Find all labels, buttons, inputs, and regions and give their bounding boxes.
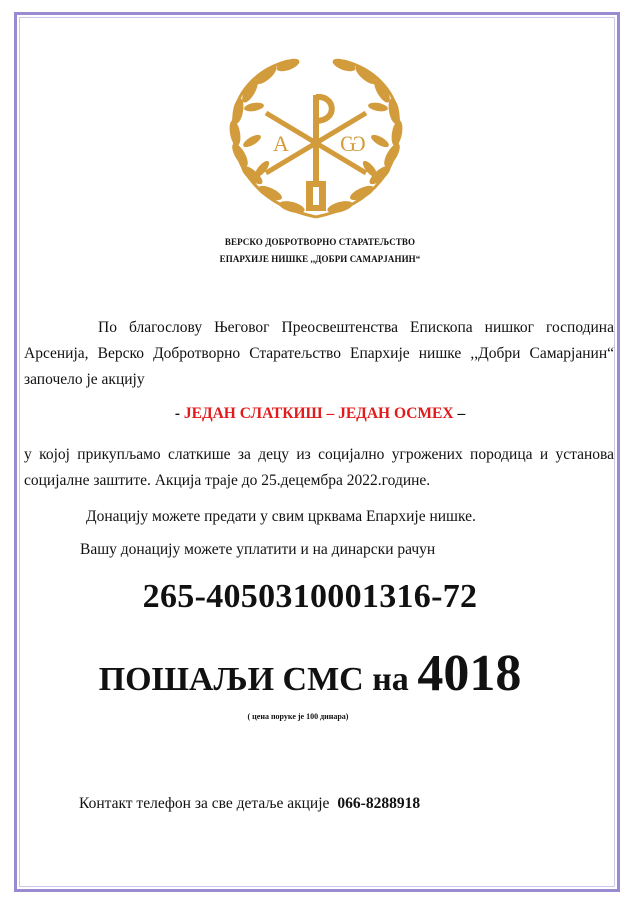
chi-rho-wreath-logo — [218, 55, 414, 225]
slogan-suffix: – — [453, 405, 466, 422]
contact-label: Контакт телефон за све детаље акције — [79, 795, 330, 812]
slogan-prefix: - — [174, 405, 184, 422]
intro-paragraph: По благослову Његовог Преосвештенства Епископа нишког господина Арсенија, Верско Добротворно Старатељство Епархије нишке ,,Добри Самарјанин“ започело је акцију — [24, 319, 614, 388]
contact-line — [79, 795, 420, 813]
bank-account-number: 265-4050310001316-72 — [142, 578, 478, 615]
collection-paragraph: у којој прикупљамо слаткише за децу из социјално угрожених породица и установа социјалне заштите. Акција траје до 25.децембра 2022.године. — [24, 446, 614, 489]
logo-letter-alpha: А — [273, 131, 289, 156]
sms-text: ПОШАЉИ СМС на — [98, 661, 418, 698]
campaign-slogan — [0, 405, 640, 423]
logo-letter-omega: Ѡ — [340, 131, 366, 156]
sms-number: 4018 — [417, 645, 522, 702]
donation-line: Донацију можете предати у свим црквама Епархије нишке. — [86, 508, 476, 525]
contact-phone: 066-8288918 — [337, 795, 421, 812]
sms-price-note: ( цена поруке је 100 динара) — [247, 712, 349, 721]
org-name-line1: ВЕРСКО ДОБРОТВОРНО СТАРАТЕЉСТВО — [224, 237, 416, 247]
slogan-text: ЈЕДАН СЛАТКИШ – ЈЕДАН ОСМЕХ — [183, 405, 454, 422]
org-name-line2: ЕПАРХИЈЕ НИШКЕ ,,ДОБРИ САМАРЈАНИН“ — [219, 254, 421, 264]
account-intro-line: Вашу донацију можете уплатити и на динарски рачун — [80, 541, 436, 558]
sms-call-to-action — [0, 644, 620, 703]
